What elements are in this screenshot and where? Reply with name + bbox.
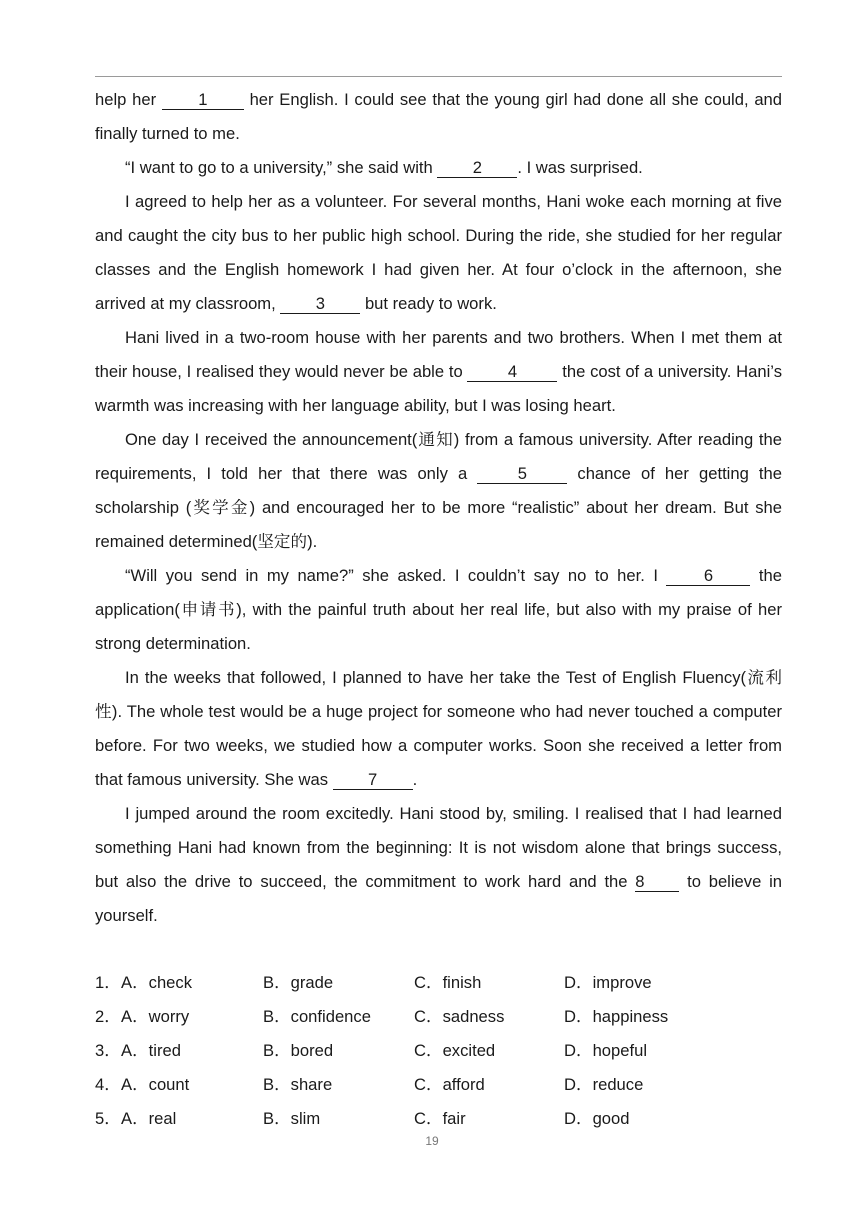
passage-text: the cost of a university. Hani’s warmth was increasing with her language ability, but I was losing heart. xyxy=(95,362,782,415)
question-number: 3． xyxy=(95,1041,121,1060)
passage-text: . xyxy=(412,770,418,789)
question-options xyxy=(95,966,782,1136)
option-a: A．real xyxy=(121,1109,177,1128)
passage-text: I agreed to help her as a volunteer. For several months, Hani woke each morning at five and caught the city bus to her public high school. During the ride, she studied for her regular classes and the English homework I had given her. At four o’clock in the afternoon, she arrived at my classroom, xyxy=(95,192,782,313)
option-b: B．slim xyxy=(263,1109,321,1128)
question-row xyxy=(95,1034,782,1068)
passage-text: One day I received the announcement(通知) from a famous university. After reading the requirements, I told her that there was only a xyxy=(95,430,782,483)
question-number: 2． xyxy=(95,1007,121,1026)
question-number: 4． xyxy=(95,1075,121,1094)
passage-text: to believe in yourself. xyxy=(95,872,782,925)
option-c: C．finish xyxy=(414,973,482,992)
question-row xyxy=(95,1068,782,1102)
passage-text: her English. I could see that the young girl had done all she could, and finally turned to me. xyxy=(95,90,782,143)
blank-5: 5 xyxy=(477,465,567,484)
paragraph xyxy=(95,151,782,185)
blank-3: 3 xyxy=(280,295,360,314)
paragraph xyxy=(95,83,782,151)
option-d: D．good xyxy=(564,1109,630,1128)
option-c: C．excited xyxy=(414,1041,496,1060)
option-a: A．tired xyxy=(121,1041,181,1060)
passage xyxy=(95,83,782,933)
passage-text: “I want to go to a university,” she said with xyxy=(125,158,438,177)
passage-text: “Will you send in my name?” she asked. I couldn’t say no to her. I xyxy=(125,566,667,585)
passage-text: but ready to work. xyxy=(360,294,497,313)
option-d: D．happiness xyxy=(564,1007,669,1026)
option-a: A．check xyxy=(121,973,193,992)
question-row xyxy=(95,1000,782,1034)
blank-7: 7 xyxy=(333,771,413,790)
paragraph xyxy=(95,797,782,933)
paragraph xyxy=(95,559,782,661)
option-b: B．grade xyxy=(263,973,334,992)
option-b: B．bored xyxy=(263,1041,334,1060)
option-c: C．fair xyxy=(414,1109,466,1128)
option-b: B．share xyxy=(263,1075,333,1094)
option-c: C．afford xyxy=(414,1075,485,1094)
paragraph xyxy=(95,423,782,559)
option-d: D．improve xyxy=(564,973,652,992)
blank-2: 2 xyxy=(437,159,517,178)
paragraph xyxy=(95,661,782,797)
blank-4: 4 xyxy=(467,363,557,382)
option-d: D．hopeful xyxy=(564,1041,648,1060)
header-rule xyxy=(95,76,782,77)
question-row xyxy=(95,966,782,1000)
passage-text: chance of her getting the scholarship (奖学金) and encouraged her to be more “realistic” about her dream. But she remained determined(坚定的). xyxy=(95,464,782,551)
passage-text: Hani lived in a two-room house with her parents and two brothers. When I met them at their house, I realised they would never be able to xyxy=(95,328,782,381)
question-number: 1． xyxy=(95,973,121,992)
blank-1: 1 xyxy=(162,91,244,110)
page-number: 19 xyxy=(425,1134,439,1148)
question-row xyxy=(95,1102,782,1136)
option-a: A．worry xyxy=(121,1007,190,1026)
blank-8: 8 xyxy=(635,873,679,892)
passage-text: help her xyxy=(95,90,162,109)
option-d: D．reduce xyxy=(564,1075,644,1094)
blank-6: 6 xyxy=(666,567,750,586)
paragraph xyxy=(95,321,782,423)
passage-text: In the weeks that followed, I planned to have her take the Test of English Fluency(流利性). The whole test would be a huge project for someone who had never touched a computer before. For two weeks, we studied how a computer works. Soon she received a letter from that famous university. She was xyxy=(95,668,782,789)
passage-text: I jumped around the room excitedly. Hani stood by, smiling. I realised that I had learned something Hani had known from the beginning: It is not wisdom alone that brings success, but also the drive to succeed, the commitment to work hard and the xyxy=(95,804,782,891)
option-c: C．sadness xyxy=(414,1007,505,1026)
option-b: B．confidence xyxy=(263,1007,371,1026)
question-number: 5． xyxy=(95,1109,121,1128)
passage-text: the application(申请书), with the painful truth about her real life, but also with my praise of her strong determination. xyxy=(95,566,782,653)
paragraph xyxy=(95,185,782,321)
option-a: A．count xyxy=(121,1075,190,1094)
passage-text: . I was surprised. xyxy=(517,158,643,177)
